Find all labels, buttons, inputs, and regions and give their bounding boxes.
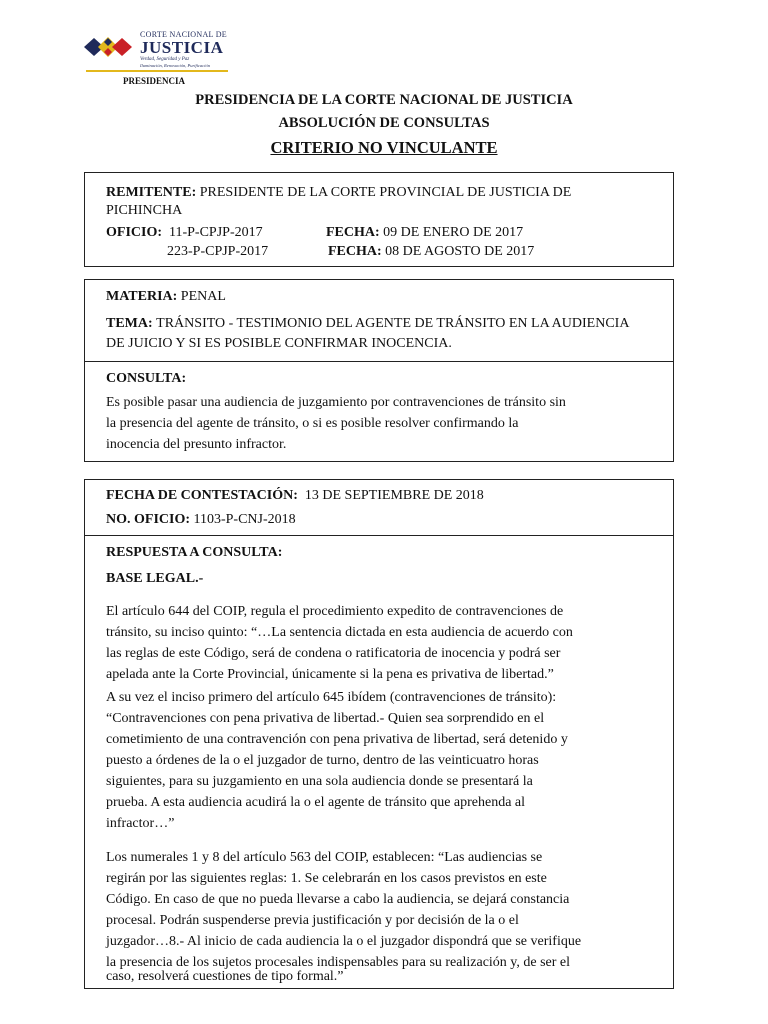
base-legal-label: BASE LEGAL.- [106, 571, 204, 586]
document-heading-2: ABSOLUCIÓN DE CONSULTAS [278, 115, 490, 131]
materia-line [106, 286, 656, 307]
no-oficio-label: NO. OFICIO: [106, 512, 190, 527]
tema-label: TEMA: [106, 316, 153, 331]
respuesta-label: RESPUESTA A CONSULTA: [106, 545, 283, 560]
paragraph-line: juzgador…8.- Al inicio de cada audiencia la o el juzgador dispondrá que se verifique [106, 934, 582, 949]
paragraph-line: infractor…” [106, 816, 175, 831]
paragraph-line: procesal. Podrán suspenderse previa justificación y por decisión de la o el [106, 913, 519, 928]
logo-divider [86, 70, 228, 72]
paragraph-line: siguientes, para su juzgamiento en una sola audiencia donde se presentará la [106, 774, 533, 789]
remitente-box [84, 172, 674, 267]
paragraph-line: A su vez el inciso primero del artículo 645 ibídem (contravenciones de tránsito): [106, 690, 557, 705]
paragraph-line: El artículo 644 del COIP, regula el procedimiento expedito de contravenciones de [106, 604, 564, 619]
paragraph-line: las reglas de este Código, será de condena o ratificatoria de inocencia y podrá ser [106, 646, 561, 661]
remitente-label: REMITENTE: [106, 185, 197, 200]
consulta-line: la presencia del agente de tránsito, o si es posible resolver confirmando la [106, 416, 519, 431]
materia-box [84, 279, 674, 462]
fecha-2: 08 DE AGOSTO DE 2017 [385, 244, 535, 259]
paragraph-line: tránsito, su inciso quinto: “…La sentencia dictada en esta audiencia de acuerdo con [106, 625, 573, 640]
consulta-line: inocencia del presunto infractor. [106, 437, 287, 452]
oficio-label: OFICIO: [106, 225, 162, 240]
oficio-2: 223-P-CPJP-2017 [167, 244, 269, 259]
tema-line [106, 313, 656, 334]
paragraph-line: “Contravenciones con pena privativa de libertad.- Quien sea sorprendido en el [106, 711, 545, 726]
paragraph-line: cometimiento de una contravención con pena privativa de libertad, será detenido y [106, 732, 568, 747]
fecha-1: 09 DE ENERO DE 2017 [383, 225, 524, 240]
paragraph-line: Los numerales 1 y 8 del artículo 563 del COIP, establecen: “Las audiencias se [106, 850, 543, 865]
document-heading-3: CRITERIO NO VINCULANTE [270, 138, 498, 157]
fecha-2-group [328, 241, 534, 262]
fecha-contestacion-line [106, 485, 656, 506]
logo-subtitle: PRESIDENCIA [123, 76, 186, 86]
paragraph-line: regirán por las siguientes reglas: 1. Se celebrarán en los casos previstos en este [106, 871, 547, 886]
no-oficio-line [106, 509, 656, 530]
oficio-1: 11-P-CPJP-2017 [169, 225, 263, 240]
document-heading-1: PRESIDENCIA DE LA CORTE NACIONAL DE JUSTICIA [195, 92, 573, 108]
court-emblem-icon [82, 34, 138, 60]
materia-value: PENAL [180, 289, 226, 304]
tema-value: TRÁNSITO - TESTIMONIO DEL AGENTE DE TRÁNSITO EN LA AUDIENCIA [156, 316, 630, 331]
remitente-value-2: PICHINCHA [106, 203, 183, 218]
section-divider [85, 535, 673, 536]
paragraph-line: apelada ante la Corte Provincial, únicamente si la pena es privativa de libertad.” [106, 667, 554, 682]
fecha-1-group [326, 222, 523, 243]
consulta-label: CONSULTA: [106, 371, 187, 386]
respuesta-box [84, 479, 674, 989]
logo-motto1: Verdad, Seguridad y Paz [140, 57, 190, 62]
paragraph-line: puesto a órdenes de la o el juzgador de turno, dentro de las veinticuatro horas [106, 753, 539, 768]
oficio-row-1 [106, 222, 656, 243]
paragraph-line: caso, resolverá cuestiones de tipo formal.” [106, 969, 344, 984]
paragraph-line: prueba. A esta audiencia acudirá la o el agente de tránsito que aprehenda al [106, 795, 526, 810]
fecha-label: FECHA: [326, 225, 380, 240]
fecha-contestacion-value: 13 DE SEPTIEMBRE DE 2018 [304, 488, 484, 503]
paragraph-line: Código. En caso de que no pueda llevarse a cabo la audiencia, se dejará constancia [106, 892, 570, 907]
paragraph-line: la presencia de los sujetos procesales indispensables para su realización y, de ser el [106, 955, 571, 970]
tema-value-2: DE JUICIO Y SI ES POSIBLE CONFIRMAR INOCENCIA. [106, 336, 452, 351]
logo-line1: CORTE NACIONAL DE [140, 30, 227, 39]
consulta-line: Es posible pasar una audiencia de juzgamiento por contravenciones de tránsito sin [106, 395, 566, 410]
logo-motto2: Iluminación, Renovación, Purificación [140, 63, 210, 68]
fecha-contestacion-label: FECHA DE CONTESTACIÓN: [106, 488, 298, 503]
no-oficio-value: 1103-P-CNJ-2018 [193, 512, 296, 527]
remitente-value: PRESIDENTE DE LA CORTE PROVINCIAL DE JUSTICIA DE [199, 185, 572, 200]
fecha-label-2: FECHA: [328, 244, 382, 259]
logo-line2: JUSTICIA [140, 38, 224, 57]
materia-label: MATERIA: [106, 289, 178, 304]
court-logo [80, 26, 230, 92]
section-divider [85, 361, 673, 362]
